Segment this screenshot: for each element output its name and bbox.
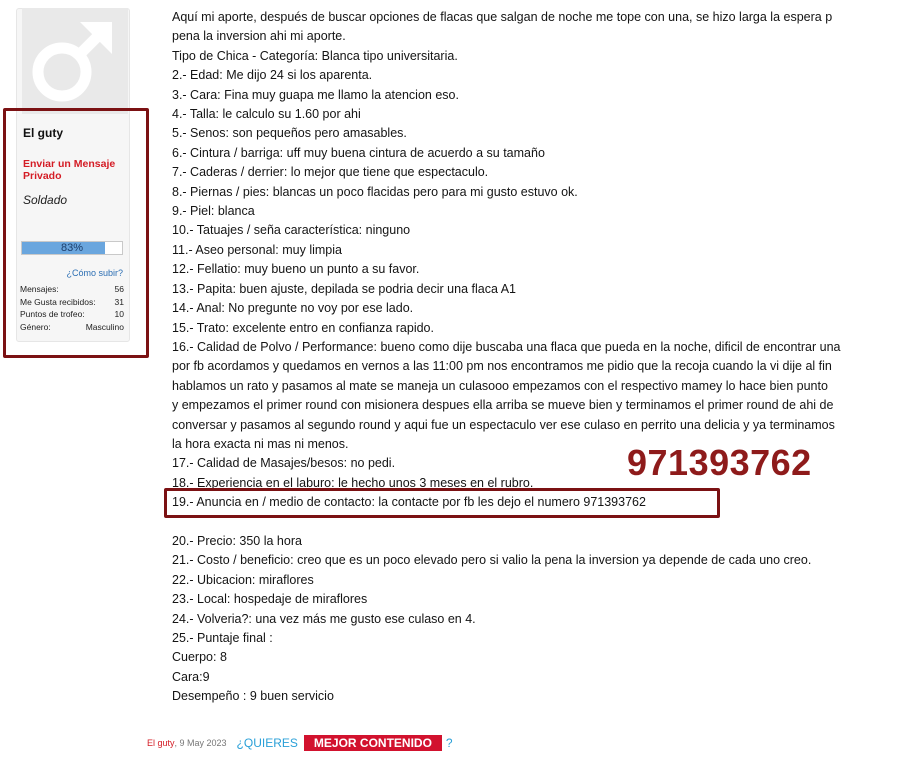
- post-line: Tipo de Chica - Categoría: Blanca tipo universitaria.: [172, 48, 458, 63]
- post-line: 23.- Local: hospedaje de miraflores: [172, 592, 368, 607]
- stat-label: Puntos de trofeo:: [20, 309, 85, 320]
- post-line: 22.- Ubicacion: miraflores: [172, 572, 314, 587]
- username[interactable]: El guty: [23, 126, 64, 140]
- post-line: 4.- Talla: le calculo su 1.60 por ahi: [172, 107, 361, 122]
- post-line: 21.- Costo / beneficio: creo que es un poco elevado pero si valio la pena la inversion ya depende de cada uno creo.: [172, 553, 812, 568]
- stat-label: Mensajes:: [20, 284, 59, 294]
- post-line: Cara:9: [172, 669, 210, 684]
- post-body: [172, 8, 900, 707]
- user-info-highlight-box: [3, 108, 149, 358]
- stat-value: 31: [114, 296, 124, 307]
- post-line: 18.- Experiencia en el laburo: le hecho unos 3 meses en el rubro.: [172, 475, 534, 490]
- stat-label: Me Gusta recibidos:: [20, 296, 96, 307]
- post-line: por fb acordamos y quedamos en vernos a las 11:00 pm nos encontramos me pidio que la recoja cuando la vi dije al fin: [172, 359, 832, 374]
- post-line: 16.- Calidad de Polvo / Performance: bueno como dije buscaba una flaca que pueda en la noche, dificil de encontrar una: [172, 339, 841, 354]
- post-line: 12.- Fellatio: muy bueno un punto a su favor.: [172, 262, 420, 277]
- best-content-button[interactable]: MEJOR CONTENIDO: [304, 735, 442, 751]
- post-line: 10.- Tatuajes / seña característica: ninguno: [172, 223, 411, 238]
- post-line: Aquí mi aporte, después de buscar opciones de flacas que salgan de noche me tope con una, se hizo larga la espera p: [172, 10, 833, 24]
- post-line: la hora exacta ni mas ni menos.: [172, 436, 349, 451]
- post-line: 14.- Anal: No pregunte no voy por ese lado.: [172, 301, 414, 316]
- footer-question-prefix: ¿QUIERES: [236, 736, 298, 750]
- post-line: Desempeño : 9 buen servicio: [172, 689, 334, 704]
- post-line: 3.- Cara: Fina muy guapa me llamo la atencion eso.: [172, 87, 459, 102]
- stat-label: Género:: [20, 321, 51, 332]
- post-line: y empezamos el primer round con misionera despues ella arriba se mueve bien y terminamos el primer round de ahi de: [172, 398, 834, 413]
- contact-line-highlight-box: [164, 488, 720, 518]
- post-line: 20.- Precio: 350 la hora: [172, 533, 302, 548]
- post-line: pena la inversion ahi mi aporte.: [172, 29, 346, 44]
- post-line: 13.- Papita: buen ajuste, depilada se podria decir una flaca A1: [172, 281, 516, 296]
- avatar[interactable]: [22, 8, 128, 114]
- post-line: 8.- Piernas / pies: blancas un poco flacidas pero para mi gusto estuvo ok.: [172, 184, 578, 199]
- rank-progress-text: 83%: [60, 242, 84, 254]
- post-line: 19.- Anuncia en / medio de contacto: la contacte por fb les dejo el numero 971393762: [172, 495, 646, 510]
- post-line: 11.- Aseo personal: muy limpia: [172, 242, 342, 257]
- post-line: Cuerpo: 8: [172, 650, 227, 665]
- post-line: 7.- Caderas / derrier: lo mejor que tiene que espectaculo.: [172, 165, 489, 180]
- post-line: 2.- Edad: Me dijo 24 si los aparenta.: [172, 68, 373, 83]
- send-private-message-link[interactable]: Enviar un Mensaje Privado: [23, 158, 116, 182]
- stat-value: 56: [114, 284, 124, 294]
- post-line: 24.- Volveria?: una vez más me gusto ese culaso en 4.: [172, 611, 476, 626]
- footer-date: , 9 May 2023: [174, 738, 227, 748]
- footer-question-suffix: ?: [445, 736, 453, 750]
- stat-value: 10: [114, 309, 124, 320]
- post-line: 15.- Trato: excelente entro en confianza rapido.: [172, 320, 434, 335]
- post-line: hablamos un rato y pasamos al mate se maneja un culasooo empezamos con el respectivo mamey lo hace bien punto: [172, 378, 828, 393]
- post-line: 9.- Piel: blanca: [172, 204, 255, 219]
- post-line: 5.- Senos: son pequeños pero amasables.: [172, 126, 407, 141]
- post-line: 25.- Puntaje final :: [172, 630, 273, 645]
- how-to-rise-link[interactable]: ¿Cómo subir?: [66, 268, 123, 278]
- footer-author-link[interactable]: El guty: [147, 738, 175, 748]
- post-footer: [147, 735, 453, 751]
- phone-number-annotation: 971393762: [627, 442, 812, 483]
- stat-value: Masculino: [85, 321, 124, 332]
- post-line: 6.- Cintura / barriga: uff muy buena cintura de acuerdo a su tamaño: [172, 145, 545, 160]
- male-symbol-icon: [22, 8, 128, 114]
- user-rank: Soldado: [23, 193, 68, 207]
- post-line: conversar y pasamos al segundo round y aqui fue un espectaculo ver ese culaso en perrito una delicia y ya terminamos: [172, 417, 835, 432]
- post-line: 17.- Calidad de Masajes/besos: no pedi.: [172, 456, 396, 471]
